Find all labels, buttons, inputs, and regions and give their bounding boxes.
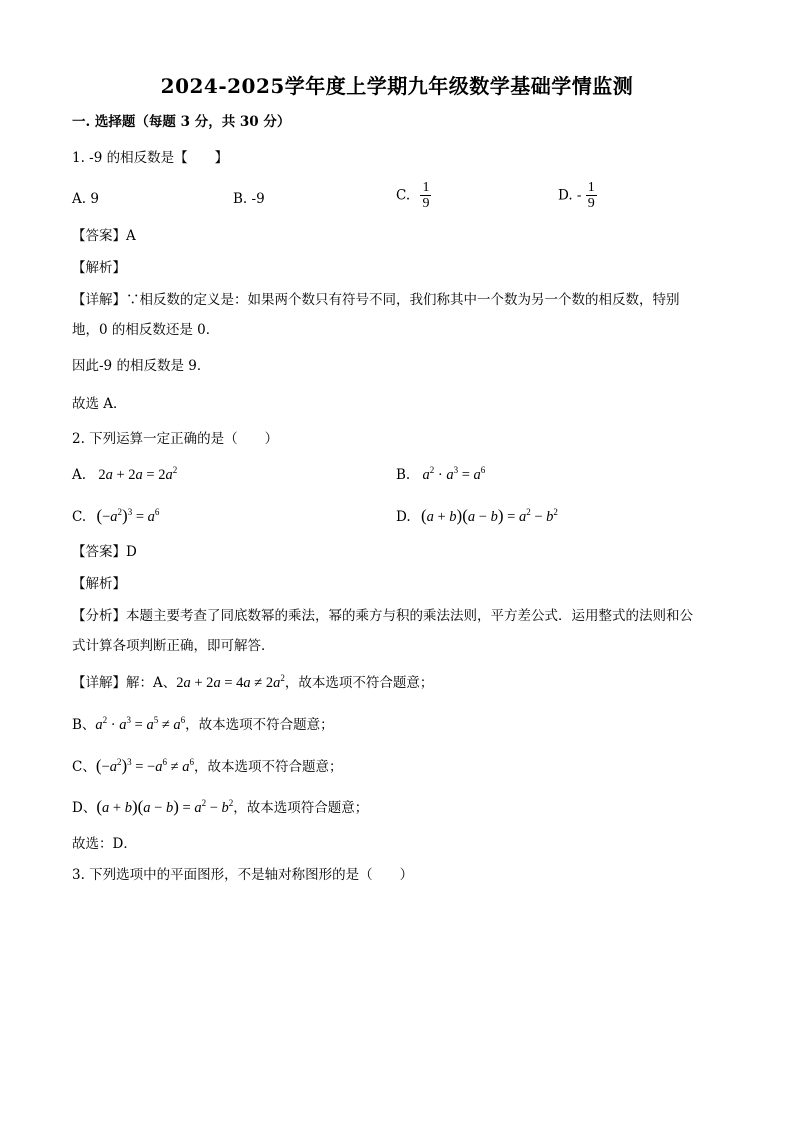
q2-conclusion: 故选：D． [72, 836, 137, 852]
q2-detail-a [72, 674, 433, 692]
detail-d-prefix: D、 [72, 800, 97, 816]
fraction-numerator: 1 [422, 180, 430, 195]
q1-detail-line-3: 因此-9 的相反数是 9． [72, 358, 211, 374]
detail-a-prefix: 解：A、 [126, 675, 177, 691]
q2-option-a-formula: $2a + 2a = 2a^2$ [98, 465, 178, 483]
detail-d-formula: $(a + b)(a - b) = a^2 - b^2$ [96, 797, 234, 816]
q1-option-c-label: C. [396, 187, 411, 204]
detail-c-prefix: C、 [72, 759, 96, 775]
q2-option-c [72, 507, 159, 526]
fenxi-text: 本题主要考查了同底数幂的乘法，幂的乘方与积的乘法法则，平方差公式．运用整式的法则和公 [126, 608, 693, 624]
q1-detail-line-1 [72, 291, 680, 309]
q1-option-d-label: D. - [558, 187, 582, 204]
q2-answer: 【答案】D [72, 544, 137, 560]
q2-detail-d [72, 798, 368, 817]
q2-option-c-formula: $(-a^2)^3 = a^6$ [96, 506, 160, 525]
q1-conclusion: 故选 A． [72, 396, 127, 412]
q2-option-d [396, 507, 558, 526]
q2-stem: 2. 下列运算一定正确的是（ ） [72, 431, 279, 447]
q1-detail-line-2: 地，0 的相反数还是 0． [72, 322, 220, 338]
q1-option-b: B. -9 [233, 191, 265, 207]
q2-fenxi-line-1 [72, 607, 693, 625]
detail-text: ∵相反数的定义是：如果两个数只有符号不同，我们称其中一个数为另一个数的相反数，特别 [126, 292, 680, 308]
q1-answer: 【答案】A [72, 228, 136, 244]
fraction-numerator: 1 [587, 180, 595, 195]
q2-option-a [72, 466, 177, 484]
detail-b-prefix: B、 [72, 717, 96, 733]
section-heading: 一. 选择题（每题 3 分，共 30 分） [72, 114, 291, 130]
fraction-denominator: 9 [587, 196, 595, 211]
q2-option-b [396, 466, 485, 484]
fraction-denominator: 9 [422, 196, 430, 211]
detail-d-suffix: ，故本选项符合题意； [233, 800, 369, 816]
detail-a-formula: $2a + 2a = 4a \ne 2a^2$ [176, 673, 285, 691]
q1-option-c [396, 180, 431, 211]
q2-option-d-formula: $(a + b)(a - b) = a^2 - b^2$ [420, 506, 558, 525]
q2-option-b-formula: $a^2 \cdot a^3 = a^6$ [422, 465, 486, 483]
detail-b-suffix: ，故本选项不符合题意； [185, 717, 334, 733]
q2-option-b-label: B. [396, 467, 411, 483]
q2-detail-c [72, 757, 342, 776]
detail-c-formula: $(-a^2)^3 = -a^6 \ne a^6$ [95, 756, 194, 775]
q2-detail-b [72, 716, 334, 734]
q1-stem: 1. -9 的相反数是【 】 [72, 150, 229, 166]
detail-label: 【详解】 [72, 675, 126, 691]
q2-fenxi-line-2: 式计算各项判断正确，即可解答． [72, 638, 275, 654]
q2-option-c-label: C. [72, 509, 87, 525]
detail-b-formula: $a^2 \cdot a^3 = a^5 \ne a^6$ [95, 715, 186, 733]
q3-stem: 3. 下列选项中的平面图形，不是轴对称图形的是（ ） [72, 867, 414, 883]
q2-option-d-label: D. [396, 509, 411, 525]
detail-a-suffix: ，故本选项不符合题意； [284, 675, 434, 691]
q1-option-c-fraction [420, 180, 431, 211]
q1-analysis-label: 【解析】 [72, 260, 126, 276]
q2-option-a-label: A. [72, 467, 87, 483]
page-title: 2024-2025学年度上学期九年级数学基础学情监测 [160, 74, 634, 98]
detail-c-suffix: ，故本选项不符合题意； [193, 759, 343, 775]
q1-option-a: A. 9 [72, 191, 99, 207]
fenxi-label: 【分析】 [72, 608, 126, 624]
q1-option-d [558, 180, 597, 211]
q1-option-d-fraction [586, 180, 597, 211]
detail-label: 【详解】 [72, 292, 126, 308]
q2-analysis-label: 【解析】 [72, 576, 126, 592]
